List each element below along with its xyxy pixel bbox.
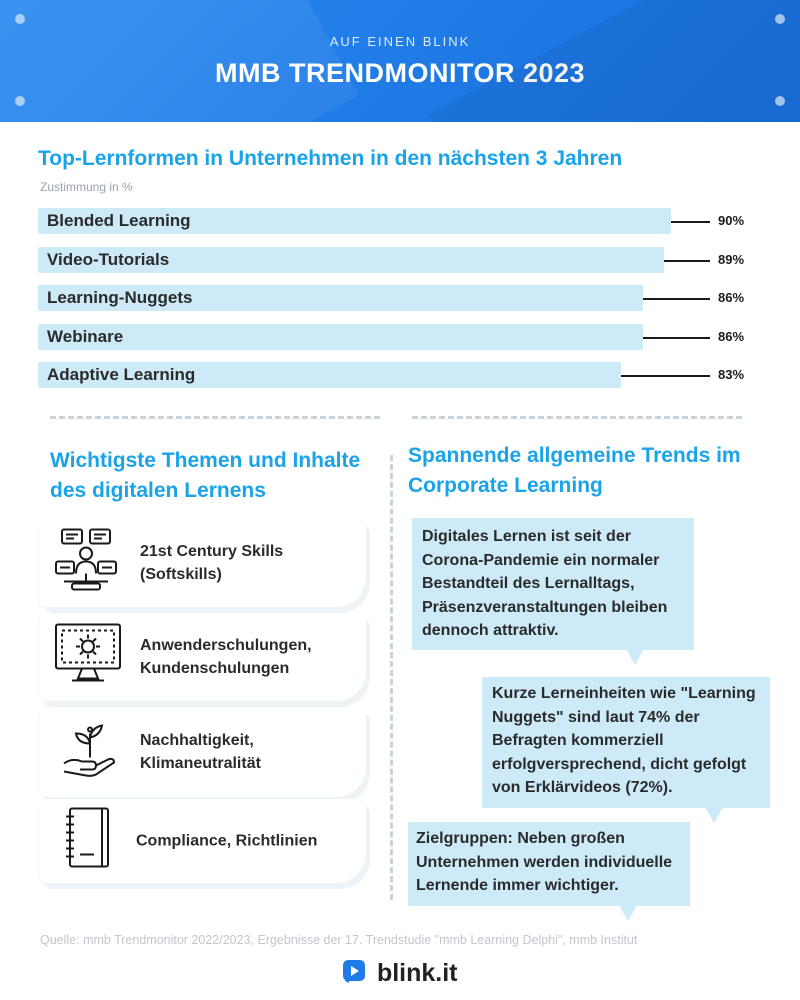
left-section-title: Wichtigste Themen und Inhalte des digitalen Lernens (50, 449, 361, 502)
divider-left (50, 416, 380, 419)
trend-bubble: Digitales Lernen ist seit der Corona-Pandemie ein normaler Bestandteil des Lernalltags, Präsenzveranstaltungen bleiben dennoch attraktiv. (412, 518, 694, 650)
bar-label: Webinare (47, 327, 124, 346)
bar-label: Adaptive Learning (47, 365, 196, 384)
play-logo-icon (342, 958, 368, 989)
topic-card (40, 519, 366, 607)
decor-dot (775, 96, 785, 106)
plant-hand-icon (62, 720, 118, 785)
chart-title: Top-Lernformen in Unternehmen in den nächsten 3 Jahren (38, 147, 623, 170)
bar-value-label: 83% (718, 367, 745, 382)
bar-leader-line (643, 298, 710, 300)
trend-bubble: Kurze Lerneinheiten wie "Learning Nuggets" sind laut 74% der Befragten kommerziell erfolgversprechend, dicht gefolgt von Erklärvideos (72%). (482, 677, 770, 808)
bar-label: Blended Learning (47, 211, 191, 230)
bar-leader-line (664, 260, 710, 262)
divider-right (412, 416, 742, 419)
bar-leader-line (621, 375, 710, 377)
people-chat-icon (54, 528, 124, 599)
bar (38, 324, 643, 350)
bar-value-label: 90% (718, 213, 745, 228)
topic-card-text: Nachhaltigkeit, Klimaneutralität (140, 732, 261, 772)
bar-label: Video-Tutorials (47, 250, 170, 269)
chart-subtitle: Zustimmung in % (40, 180, 133, 194)
bar-value-label: 86% (718, 290, 745, 305)
trend-bubble: Zielgruppen: Neben großen Unternehmen werden individuelle Lernende immer wichtiger. (408, 822, 690, 906)
topic-card-text: Anwenderschulungen, Kundenschulungen (140, 637, 312, 677)
blink-logo[interactable] (0, 958, 800, 989)
bubble-tail (626, 649, 644, 665)
header-title: MMB TRENDMONITOR 2023 (214, 58, 586, 88)
divider-vertical (390, 455, 393, 900)
bar-value-label: 86% (718, 329, 745, 344)
topic-card (40, 613, 366, 701)
bar-label: Learning-Nuggets (47, 288, 193, 307)
topic-card-text: 21st Century Skills (Softskills) (140, 543, 284, 583)
source-note: Quelle: mmb Trendmonitor 2022/2023, Ergebnisse der 17. Trendstudie "mmb Learning Delphi", mmb Institut (40, 933, 638, 947)
decor-dot (15, 96, 25, 106)
bar-leader-line (643, 337, 710, 339)
decor-dot (775, 14, 785, 24)
decor-dot (15, 14, 25, 24)
header-banner (0, 0, 800, 122)
topic-card-text: Compliance, Richtlinien (136, 832, 318, 850)
header-subtitle: AUF EINEN BLINK (329, 34, 471, 49)
bubble-tail (705, 807, 723, 823)
bubble-tail (619, 905, 637, 921)
topic-card (40, 799, 366, 883)
topic-card (40, 707, 366, 797)
logo-text: blink.it (376, 959, 458, 987)
bar-leader-line (671, 221, 710, 223)
right-section-title: Spannende allgemeine Trends im Corporate Learning (408, 444, 741, 497)
monitor-gear-icon (54, 623, 124, 692)
notebook-icon (62, 807, 114, 876)
bar-value-label: 89% (718, 252, 745, 267)
